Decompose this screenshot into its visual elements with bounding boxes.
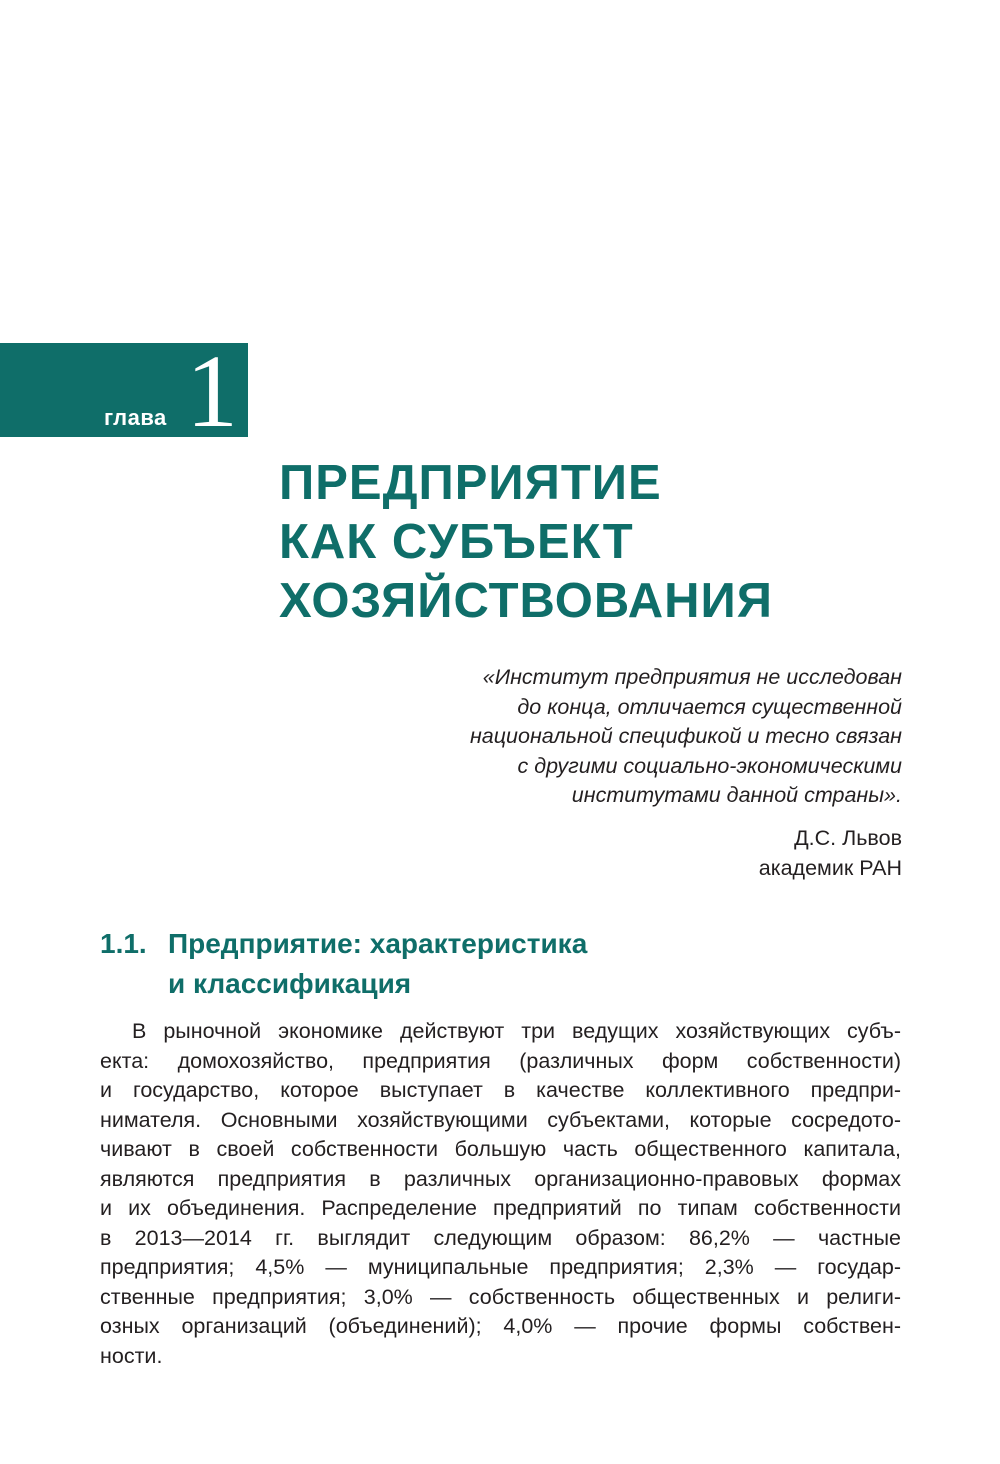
chapter-title-line: ХОЗЯЙСТВОВАНИЯ <box>279 574 773 628</box>
chapter-title-line: КАК СУБЪЕКТ <box>279 515 634 569</box>
epigraph-line: до конца, отличается существенной <box>517 694 902 719</box>
epigraph-line: национальной спецификой и тесно связан <box>469 724 902 749</box>
body-line: чивают в своей собственности большую часть общественного капитала, <box>100 1137 901 1162</box>
body-line: озных организаций (объединений); 4,0% — прочие формы собствен- <box>100 1314 901 1339</box>
epigraph-author-title: академик РАН <box>758 855 902 880</box>
body-paragraph <box>100 1017 901 1372</box>
chapter-title-line: ПРЕДПРИЯТИЕ <box>279 456 662 510</box>
section-heading <box>100 924 587 1004</box>
body-line: предприятия; 4,5% — муниципальные предприятия; 2,3% — государ- <box>100 1255 901 1280</box>
epigraph-line: с другими социально-экономическими <box>517 753 902 778</box>
body-line: и государство, которое выступает в качестве коллективного предпри- <box>100 1078 901 1103</box>
epigraph-line: институтами данной страны». <box>571 783 902 808</box>
body-line: екта: домохозяйство, предприятия (различных форм собственности) <box>100 1048 901 1073</box>
section-title-line: и классификация <box>168 968 412 999</box>
body-line: ственные предприятия; 3,0% — собственность общественных и религи- <box>100 1284 901 1309</box>
epigraph <box>342 663 902 811</box>
chapter-number: 1 <box>186 334 238 449</box>
epigraph-line: «Институт предприятия не исследован <box>482 665 902 689</box>
epigraph-author: Д.С. Львов <box>794 826 902 850</box>
section-number: 1.1. <box>100 928 147 959</box>
body-line: и их объединения. Распределение предприятий по типам собственности <box>100 1196 901 1221</box>
body-line: являются предприятия в различных организационно-правовых формах <box>100 1166 901 1191</box>
section-title-line: Предприятие: характеристика <box>168 928 588 959</box>
body-line: В рыночной экономике действуют три ведущих хозяйствующих субъ- <box>132 1019 901 1043</box>
chapter-label: глава <box>104 405 167 430</box>
body-line: в 2013—2014 гг. выглядит следующим образом: 86,2% — частные <box>100 1225 901 1250</box>
body-line: ности. <box>100 1344 163 1369</box>
chapter-title <box>279 454 773 631</box>
body-line: нимателя. Основными хозяйствующими субъектами, которые сосредото- <box>100 1107 901 1132</box>
epigraph-attribution <box>759 824 902 883</box>
